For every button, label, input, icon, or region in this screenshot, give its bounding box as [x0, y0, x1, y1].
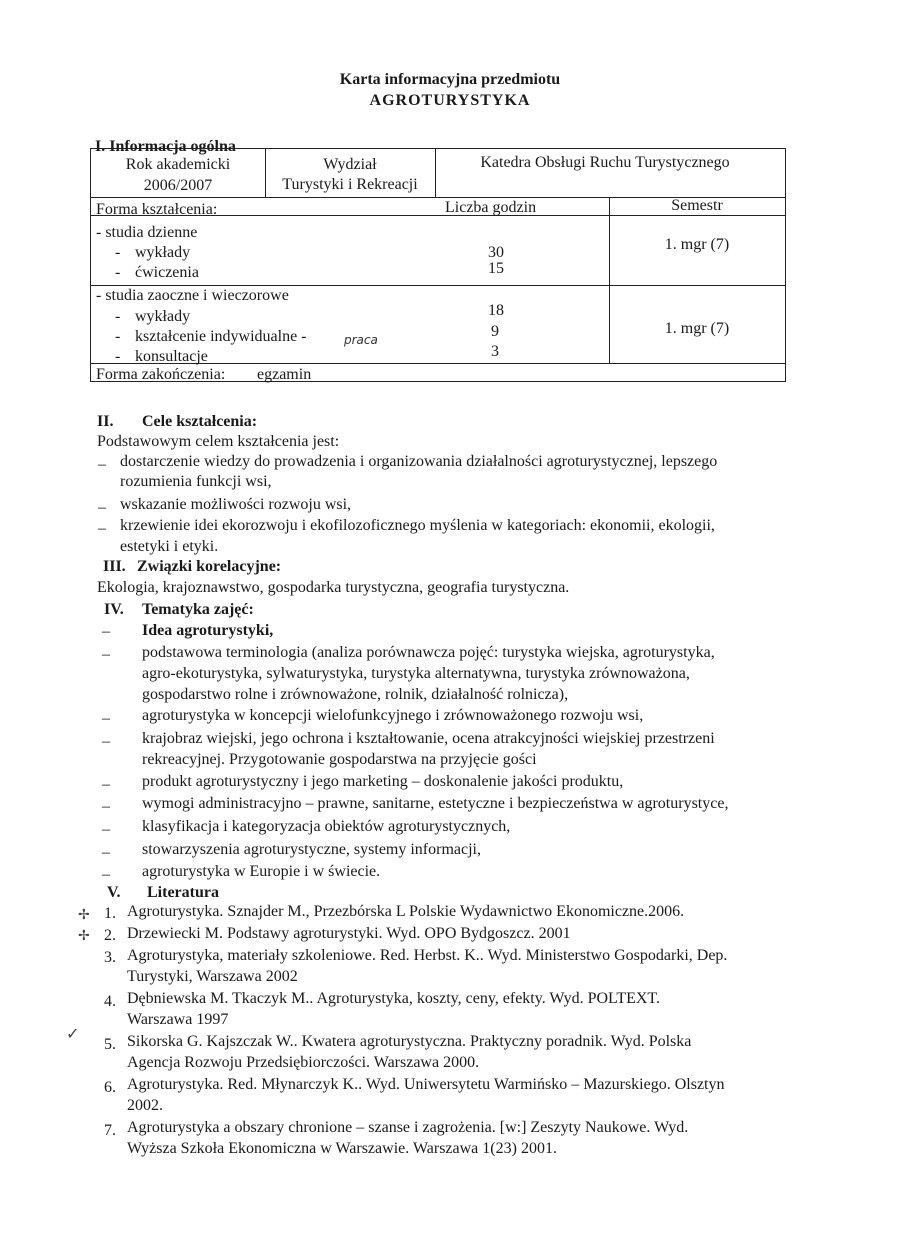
- zaoczne-item-hours: 3: [491, 343, 499, 360]
- dzienne-dash: -: [115, 264, 121, 281]
- literature-item-line: Dębniewska M. Tkaczyk M.. Agroturystyka, koszty, ceny, efekty. Wyd. POLTEXT.: [127, 990, 661, 1007]
- literature-number: 4.: [104, 993, 116, 1010]
- section-3-heading: Związki korelacyjne:: [137, 558, 282, 575]
- topic-item-line: agro-ekoturystyka, sylwaturystyka, turystyka alternatywna, turystyka zrównoważona,: [142, 665, 690, 682]
- list-dash: –: [102, 798, 110, 815]
- topic-item-line: rekreacyjnej. Przygotowanie gospodarstwa na przyjęcie gości: [142, 751, 537, 768]
- forma-label: Forma kształcenia:: [96, 201, 218, 218]
- liczba-godzin-label: Liczba godzin: [445, 199, 537, 216]
- dzienne-dash: -: [115, 244, 121, 261]
- zaoczne-item-label: wykłady: [135, 308, 191, 325]
- list-dash: –: [98, 499, 106, 516]
- goal-item-line: dostarczenie wiedzy do prowadzenia i organizowania działalności agroturystycznej, lepszego: [120, 453, 718, 470]
- zaoczne-item-label: konsultacje: [135, 348, 208, 365]
- list-dash: –: [102, 776, 110, 793]
- topic-item-line: Idea agroturystyki,: [142, 622, 274, 639]
- zaoczne-dash: -: [115, 308, 121, 325]
- zaoczne-item-hours: 18: [488, 302, 504, 319]
- rok-value: 2006/2007: [143, 177, 213, 194]
- list-dash: –: [98, 456, 106, 473]
- wydzial-label: Wydział: [323, 156, 377, 173]
- info-table: [90, 148, 786, 382]
- list-dash: –: [102, 844, 110, 861]
- zaoczne-dash: -: [115, 348, 121, 365]
- section-2-num: II.: [97, 413, 114, 430]
- zaoczne-item-label: kształcenie indywidualne -: [135, 328, 307, 345]
- handwritten-note: praca: [344, 333, 378, 347]
- section-3-text: Ekologia, krajoznawstwo, gospodarka turystyczna, geografia turystyczna.: [97, 579, 570, 596]
- literature-item-line: Agroturystyka. Red. Młynarczyk K.. Wyd. Uniwersytetu Warmińsko – Mazurskiego. Olsztyn: [127, 1076, 725, 1093]
- goal-item-line: estetyki i etyki.: [120, 538, 219, 555]
- rok-label: Rok akademicki: [125, 156, 231, 173]
- list-dash: –: [102, 646, 110, 663]
- goal-item-line: rozumienia funkcji wsi,: [120, 473, 272, 490]
- topic-item-line: wymogi administracyjno – prawne, sanitarne, estetyczne i bezpieczeństwa w agroturystyce,: [142, 795, 729, 812]
- literature-item-line: Turystyki, Warszawa 2002: [127, 968, 298, 985]
- section-4-heading: Tematyka zajęć:: [142, 601, 254, 618]
- list-dash: –: [102, 623, 110, 640]
- zakonczenie-value: egzamin: [257, 366, 312, 383]
- literature-number: 7.: [104, 1122, 116, 1139]
- section-2-intro: Podstawowym celem kształcenia jest:: [97, 433, 340, 450]
- zaoczne-item-hours: 9: [491, 323, 499, 340]
- literature-item-line: Agroturystyka. Sznajder M., Przezbórska L Polskie Wydawnictwo Ekonomiczne.2006.: [127, 903, 685, 920]
- goal-item-line: wskazanie możliwości rozwoju wsi,: [120, 496, 352, 513]
- literature-item-line: Agroturystyka a obszary chronione – szanse i zagrożenia. [w:] Zeszyty Naukowe. Wyd.: [127, 1119, 689, 1136]
- zaoczne-title: - studia zaoczne i wieczorowe: [96, 287, 289, 304]
- dzienne-item-hours: 15: [488, 260, 504, 277]
- section-2-heading: Cele kształcenia:: [142, 413, 258, 430]
- zakonczenie-label: Forma zakończenia:: [96, 366, 226, 383]
- topic-item-line: krajobraz wiejski, jego ochrona i kształtowanie, ocena atrakcyjności wiejskiej przestrzeni: [142, 730, 715, 747]
- literature-number: 2.: [104, 927, 116, 944]
- margin-mark-icon: ✢: [78, 928, 90, 944]
- list-dash: –: [102, 821, 110, 838]
- literature-number: 6.: [104, 1079, 116, 1096]
- section-5-heading: Literatura: [147, 884, 219, 901]
- topic-item-line: podstawowa terminologia (analiza porównawcza pojęć: turystyka wiejska, agroturystyka,: [142, 644, 715, 661]
- list-dash: –: [102, 866, 110, 883]
- goal-item-line: krzewienie idei ekorozwoju i ekofilozoficznego myślenia w kategoriach: ekonomii, ekologii,: [120, 517, 715, 534]
- dzienne-item-label: wykłady: [135, 244, 191, 261]
- document-title: Karta informacyjna przedmiotu: [339, 71, 561, 88]
- literature-item-line: Agencja Rozwoju Przedsiębiorczości. Warszawa 2000.: [127, 1054, 480, 1071]
- list-dash: –: [102, 733, 110, 750]
- dzienne-title: - studia dzienne: [96, 224, 198, 241]
- list-dash: –: [102, 710, 110, 727]
- literature-number: 5.: [104, 1036, 116, 1053]
- document-subtitle: AGROTURYSTYKA: [369, 92, 531, 109]
- wydzial-value: Turystyki i Rekreacji: [282, 176, 418, 193]
- literature-item-line: Drzewiecki M. Podstawy agroturystyki. Wyd. OPO Bydgoszcz. 2001: [127, 925, 571, 942]
- zaoczne-dash: -: [115, 328, 121, 345]
- literature-item-line: Agroturystyka, materiały szkoleniowe. Red. Herbst. K.. Wyd. Ministerstwo Gospodarki, Dep.: [127, 947, 728, 964]
- dzienne-item-label: ćwiczenia: [135, 264, 199, 281]
- topic-item-line: klasyfikacja i kategoryzacja obiektów agroturystycznych,: [142, 818, 511, 835]
- literature-item-line: Wyższa Szkoła Ekonomiczna w Warszawie. Warszawa 1(23) 2001.: [127, 1140, 557, 1157]
- section-1-heading: I. Informacja ogólna: [95, 138, 236, 155]
- topic-item-line: produkt agroturystyczny i jego marketing – doskonalenie jakości produktu,: [142, 773, 624, 790]
- literature-item-line: Sikorska G. Kajszczak W.. Kwatera agroturystyczna. Praktyczny poradnik. Wyd. Polska: [127, 1033, 692, 1050]
- topic-item-line: gospodarstwo rolne i zrównoważone, rolnik, działalność rolnicza),: [142, 686, 569, 703]
- section-4-num: IV.: [104, 601, 124, 618]
- topic-item-line: stowarzyszenia agroturystyczne, systemy informacji,: [142, 841, 481, 858]
- zaoczne-semestr: 1. mgr (7): [664, 320, 730, 337]
- dzienne-semestr: 1. mgr (7): [664, 236, 730, 253]
- semestr-label: Semestr: [671, 197, 723, 214]
- topic-item-line: agroturystyka w Europie i w świecie.: [142, 863, 381, 880]
- topic-item-line: agroturystyka w koncepcji wielofunkcyjnego i zrównoważonego rozwoju wsi,: [142, 707, 644, 724]
- margin-mark-icon: ✢: [78, 907, 90, 923]
- list-dash: –: [98, 520, 106, 537]
- dzienne-item-hours: 30: [488, 244, 504, 261]
- section-3-num: III.: [103, 558, 126, 575]
- literature-number: 1.: [104, 905, 116, 922]
- section-5-num: V.: [107, 884, 121, 901]
- katedra-name: Katedra Obsługi Ruchu Turystycznego: [480, 154, 730, 171]
- checkmark-icon: ✓: [66, 1024, 80, 1043]
- literature-item-line: 2002.: [127, 1097, 163, 1114]
- literature-item-line: Warszawa 1997: [127, 1011, 229, 1028]
- literature-number: 3.: [104, 949, 116, 966]
